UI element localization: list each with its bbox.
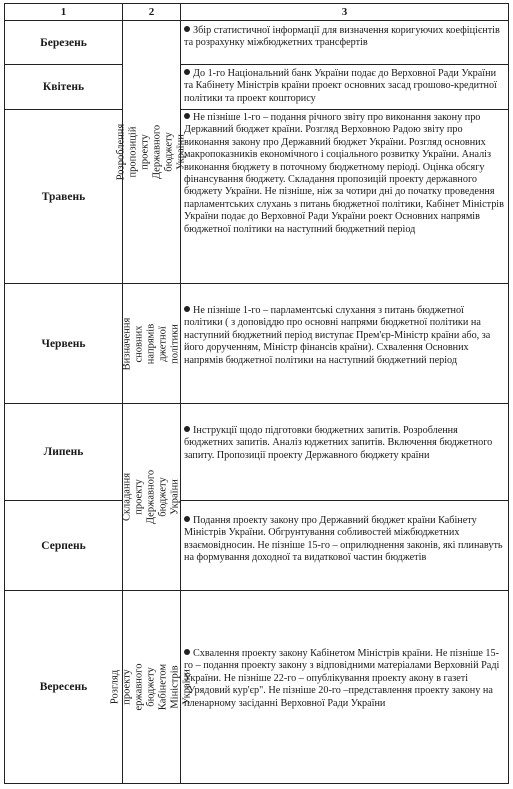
table-border-right: [508, 3, 509, 784]
bullet-icon: [184, 69, 190, 75]
bullet-icon: [184, 26, 190, 32]
column-header-1: 1: [60, 6, 67, 18]
description-july: [181, 425, 508, 462]
month-august: Серпень: [41, 539, 86, 552]
description-march: [181, 25, 508, 50]
row-divider: [180, 500, 509, 501]
table-border-bottom: [4, 783, 509, 784]
bullet-icon: [184, 649, 190, 655]
month-july: Липень: [43, 446, 84, 458]
description-text: Не пізніше 1-го – подання річного звіту про виконання закону про Державний бюджет країни. Розгляд Верховною Радою звіту про виконання закону про Державний бюджет України. Розгляд основних макропоказників економічного і соціального розвитку України. Аналіз виконання бюджету в поточному бюджетному періоді. Оцінка обсягу фінансування бюджету. Складання пропозицій проекту державного бюджету України. Не пізніше, ніж за чотири дні до початку проведення парламентських слухань з питань бюджетної політики, Кабінет Міністрів України подає до Верховної Ради України роект Основних напрямів бюджетної політики на наступний бюджетний період: [184, 112, 504, 235]
bullet-icon: [184, 516, 190, 522]
description-text: Подання проекту закону про Державний бюджет країни Кабінету Міністрів України. Обгрунтування собливостей міжбюджетних взаємовідносин. Не пізніше 15-го – оприлюднення законів, які плинавуть на формування доходної та видаткової частин бюджетів: [184, 515, 503, 564]
column-header-2: 2: [148, 6, 155, 18]
phase-label: Розгляд проекту ержавного бюджету Кабінетом Міністрів України: [109, 663, 193, 711]
description-may: [181, 112, 508, 236]
description-text: До 1-го Національний банк України подає до Верховної Ради України та Кабінету Міністрів країни проект основних засад грошово-кредитної політики та проект кошторису: [184, 68, 497, 104]
phase-proposal-development: [115, 21, 187, 283]
month-may: Травень: [41, 190, 86, 203]
description-text: Схвалення проекту закону Кабінетом Міністрів країни. Не пізніше 15-го – подання проекту закону з відповідними матеріалами Верховній Раді України. Не пізніше 22-го – опублікування проекту акону в газеті "Урядовий кур'єр". Не пізніше 20-го –представлення проекту закону на пленарному засіданні Верховної Ради України: [184, 648, 500, 709]
month-june: Червень: [41, 337, 86, 350]
phase-policy-directions: [123, 284, 180, 403]
phase-budget-drafting: [123, 404, 180, 590]
description-text: Не пізніше 1-го – парламентські слухання з питань бюджетної політики ( з доповіддю про основні напрями бюджетної політики на наступний бюджетний період виступає Прем'єр-Міністр країни або, за його дорученням, Міністр фінансів країни). Схвалення Основних напрямів бюджетної політики на наступний бюджетний період: [184, 305, 491, 366]
row-divider: [180, 109, 509, 110]
phase-label: Складання проекту Державного бюджету України: [121, 469, 181, 525]
phase-cabinet-review: [109, 591, 193, 783]
description-august: [181, 515, 508, 565]
description-june: [181, 305, 508, 367]
month-april: Квітень: [42, 81, 85, 93]
bullet-icon: [184, 113, 190, 119]
description-april: [181, 68, 508, 105]
column-header-3: 3: [341, 6, 348, 18]
row-divider: [180, 64, 509, 65]
month-march: Березень: [40, 36, 87, 49]
month-september: Вересень: [39, 681, 88, 693]
phase-label: Визначення сновних напрямів джетної політики: [121, 317, 181, 370]
bullet-icon: [184, 426, 190, 432]
description-text: Інструкції щодо підготовки бюджетних запитів. Розроблення бюджетних запитів. Аналіз юджетних запитів. Включення бюджетного запиту. Пропозиції проекту Державного бюджету країни: [184, 425, 493, 461]
phase-label: Розроблення пропозицій проекту Державного бюджету України: [115, 123, 187, 181]
bullet-icon: [184, 306, 190, 312]
description-september: [181, 648, 508, 710]
description-text: Збір статистичної інформації для визначення коригуючих коефіцієнтів та розрахунку міжбюджетних трансфертів: [184, 25, 500, 49]
